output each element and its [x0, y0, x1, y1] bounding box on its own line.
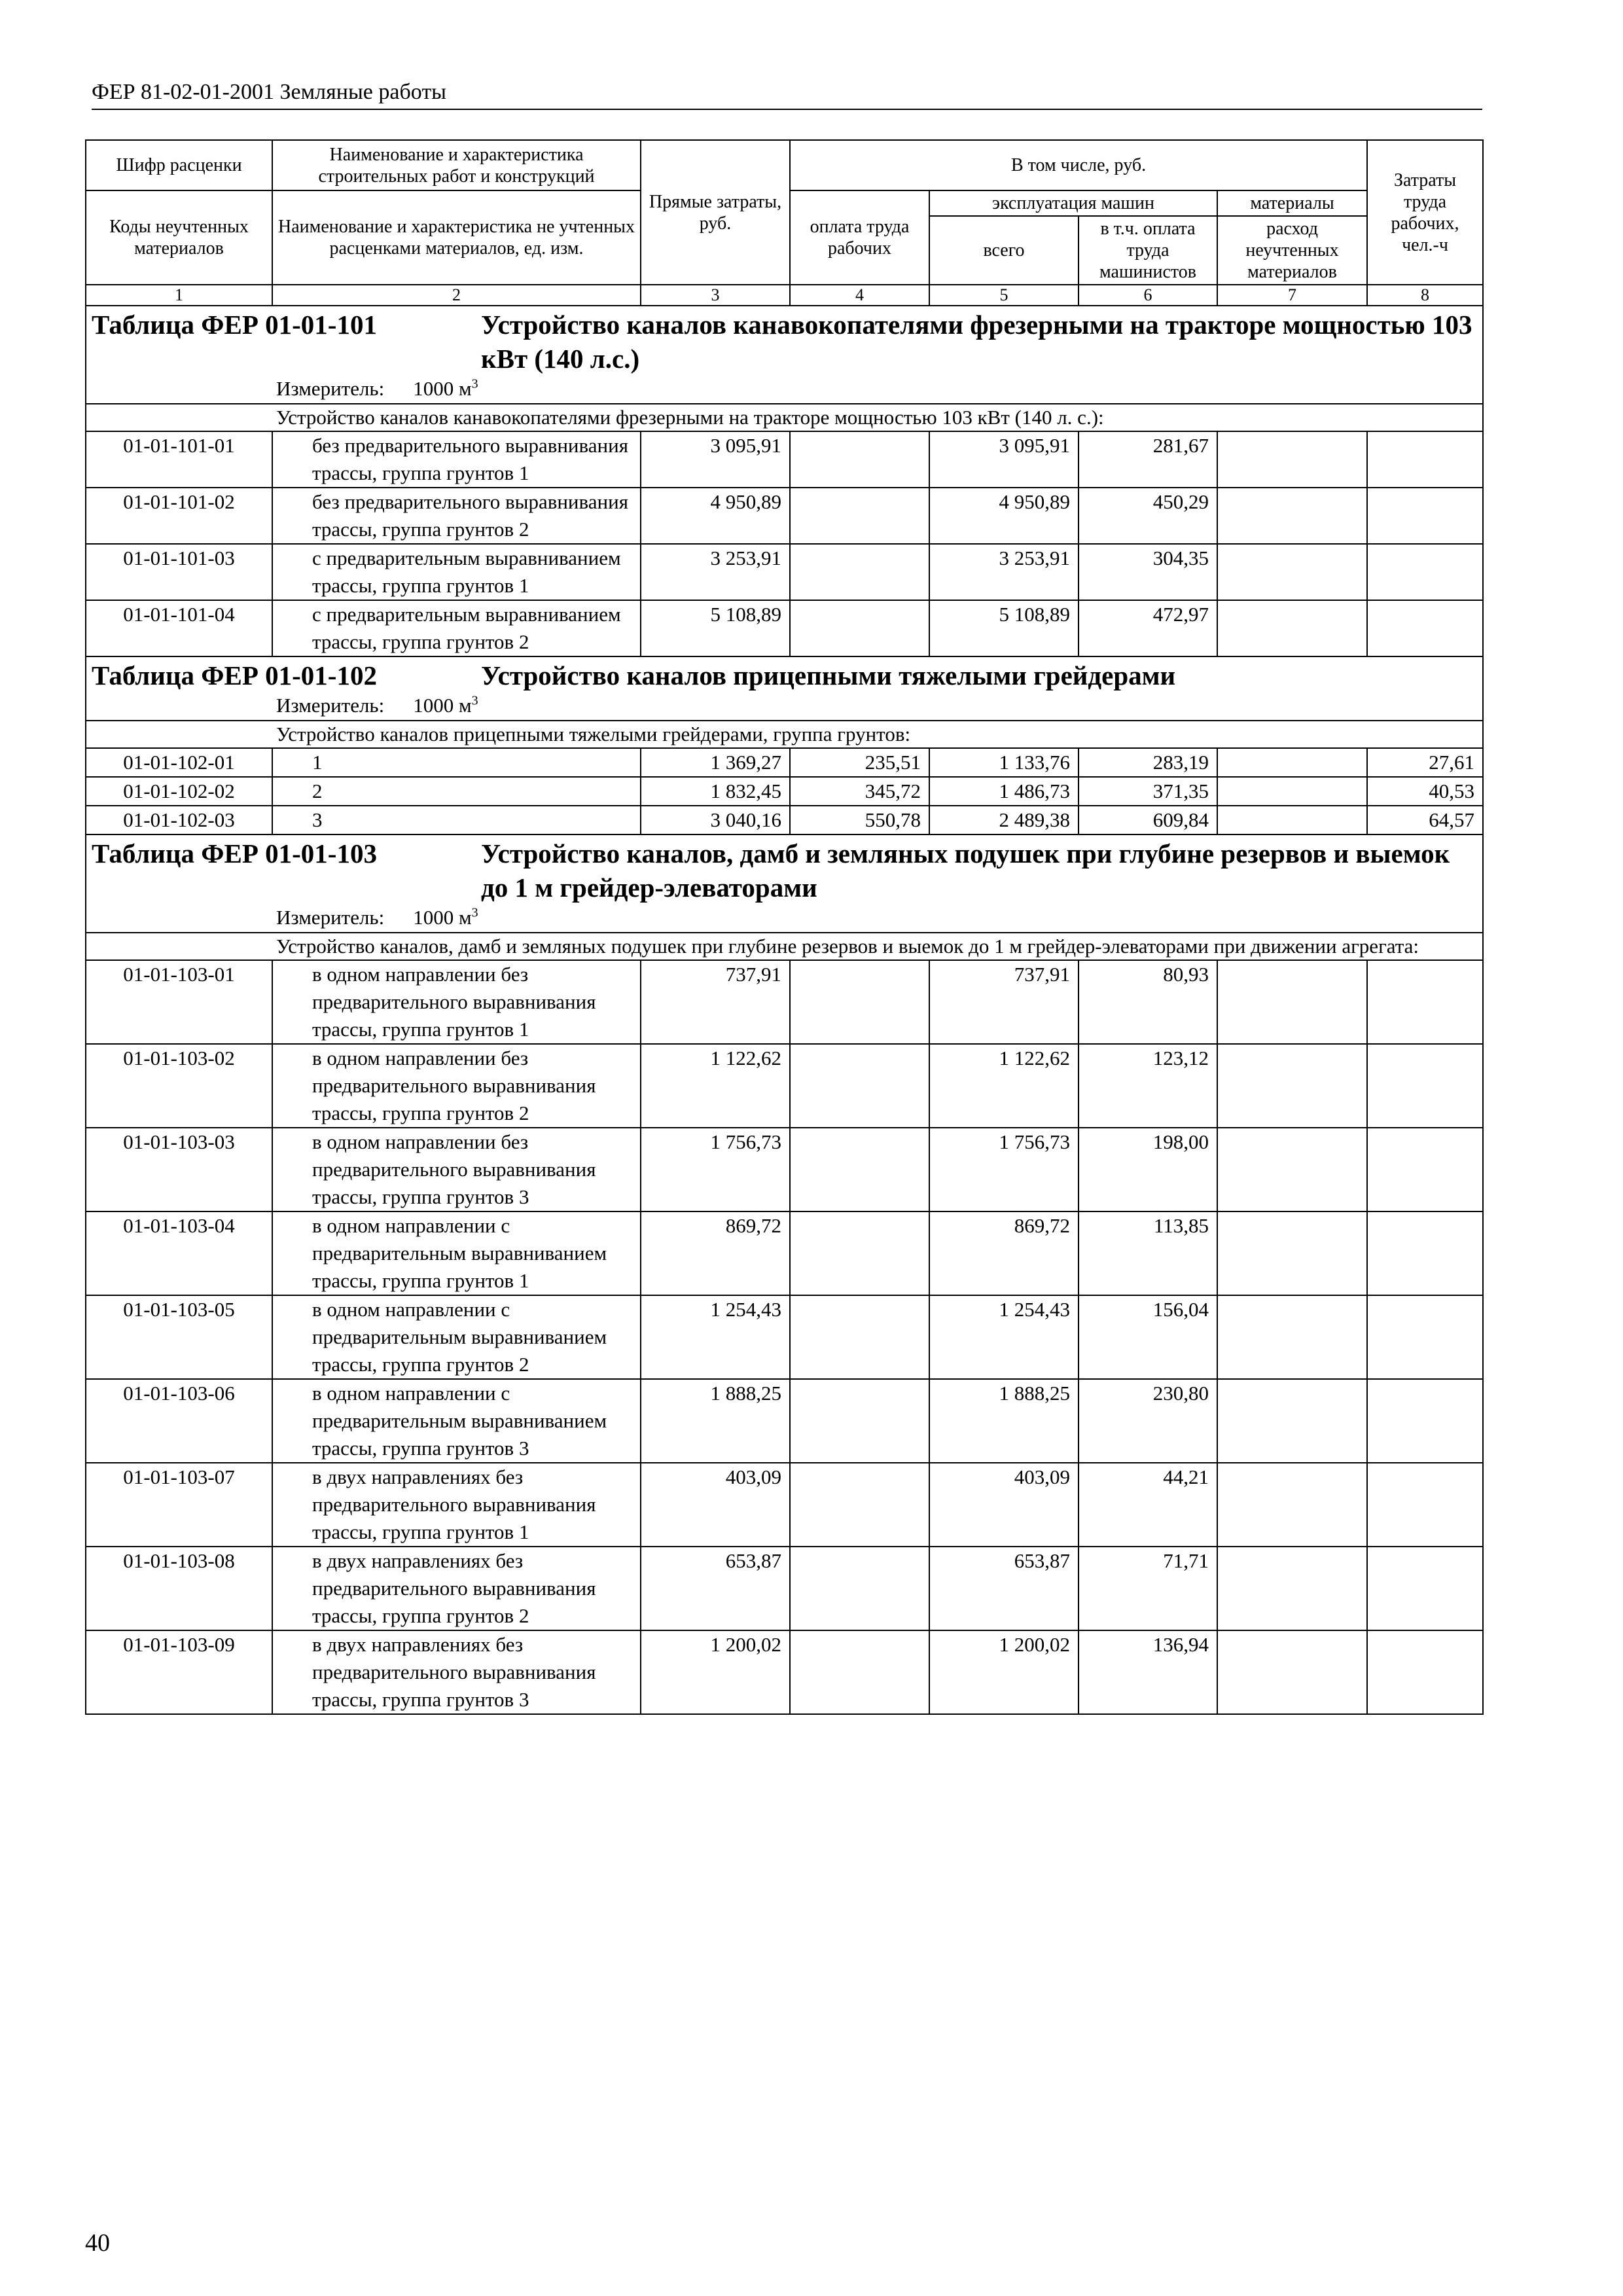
table-header: [86, 140, 1483, 306]
labor-cost: 64,57: [1367, 806, 1483, 834]
header-unaccounted-codes: Коды неучтенных материалов: [86, 190, 272, 285]
machines-total: 3 253,91: [929, 544, 1079, 600]
work-name: в одном направлении без предварительного выравнивания трассы, группа грунтов 1: [272, 960, 641, 1044]
labor-pay: [790, 1044, 929, 1128]
work-name: без предварительного выравнивания трассы, группа грунтов 1: [272, 431, 641, 488]
header-machines-total: всего: [929, 216, 1079, 285]
table-row: [86, 600, 1483, 656]
rate-code: 01-01-103-01: [86, 960, 272, 1044]
table-title: Устройство каналов канавокопателями фрезерными на тракторе мощностью 103 кВт (140 л.с.): [481, 310, 1472, 374]
direct-costs: 5 108,89: [641, 600, 790, 656]
table-row: [86, 1547, 1483, 1630]
header-unaccounted-names: Наименование и характеристика не учтенных расценками материалов, ед. изм.: [272, 190, 641, 285]
labor-pay: [790, 960, 929, 1044]
materials-consumption: [1217, 488, 1367, 544]
labor-cost: [1367, 1630, 1483, 1714]
table-row: [86, 777, 1483, 806]
column-number: 1: [86, 285, 272, 306]
table-label: Таблица ФЕР 01-01-102: [92, 660, 377, 691]
materials-consumption: [1217, 1547, 1367, 1630]
measure-cell: [86, 694, 1483, 721]
labor-pay: [790, 1547, 929, 1630]
intro-text: Устройство каналов прицепными тяжелыми грейдерами, группа грунтов:: [86, 721, 1483, 748]
direct-costs: 1 832,45: [641, 777, 790, 806]
work-name: 2: [272, 777, 641, 806]
materials-consumption: [1217, 600, 1367, 656]
rate-code: 01-01-101-03: [86, 544, 272, 600]
intro-row: [86, 933, 1483, 960]
header-name: Наименование и характеристика строительных работ и конструкций: [272, 140, 641, 190]
direct-costs: 1 888,25: [641, 1379, 790, 1463]
machinists-pay: 472,97: [1079, 600, 1217, 656]
labor-pay: [790, 1211, 929, 1295]
cubic-superscript: 3: [471, 376, 478, 391]
table-row: [86, 748, 1483, 777]
work-name: в двух направлениях без предварительного выравнивания трассы, группа грунтов 3: [272, 1630, 641, 1714]
work-name: 3: [272, 806, 641, 834]
labor-cost: 40,53: [1367, 777, 1483, 806]
machines-total: 1 756,73: [929, 1128, 1079, 1211]
rate-code: 01-01-103-08: [86, 1547, 272, 1630]
column-number: 8: [1367, 285, 1483, 306]
work-name: с предварительным выравниванием трассы, группа грунтов 2: [272, 600, 641, 656]
labor-cost: [1367, 1211, 1483, 1295]
machines-total: 1 122,62: [929, 1044, 1079, 1128]
materials-consumption: [1217, 1211, 1367, 1295]
machinists-pay: 44,21: [1079, 1463, 1217, 1547]
direct-costs: 1 756,73: [641, 1128, 790, 1211]
rate-code: 01-01-103-03: [86, 1128, 272, 1211]
work-name: без предварительного выравнивания трассы, группа грунтов 2: [272, 488, 641, 544]
machinists-pay: 156,04: [1079, 1295, 1217, 1379]
direct-costs: 1 122,62: [641, 1044, 790, 1128]
cubic-superscript: 3: [471, 693, 478, 708]
rate-code: 01-01-103-07: [86, 1463, 272, 1547]
labor-pay: [790, 488, 929, 544]
labor-cost: [1367, 1547, 1483, 1630]
section-heading-row: [86, 306, 1483, 377]
table-title: Устройство каналов, дамб и земляных подушек при глубине резервов и выемок до 1 м грейдер-элеваторами: [481, 838, 1450, 903]
table-title: Устройство каналов прицепными тяжелыми грейдерами: [481, 660, 1176, 691]
materials-consumption: [1217, 777, 1367, 806]
machinists-pay: 123,12: [1079, 1044, 1217, 1128]
machines-total: 1 133,76: [929, 748, 1079, 777]
section-heading: [86, 306, 1483, 377]
machines-total: 1 486,73: [929, 777, 1079, 806]
materials-consumption: [1217, 1463, 1367, 1547]
header-code: Шифр расценки: [86, 140, 272, 190]
header-labor-cost: Затраты труда рабочих, чел.-ч: [1367, 140, 1483, 285]
header-incl: В том числе, руб.: [790, 140, 1367, 190]
machinists-pay: 304,35: [1079, 544, 1217, 600]
intro-row: [86, 404, 1483, 431]
column-number: 3: [641, 285, 790, 306]
machines-total: 2 489,38: [929, 806, 1079, 834]
section-heading-row: [86, 656, 1483, 694]
labor-pay: [790, 600, 929, 656]
labor-pay: 345,72: [790, 777, 929, 806]
table-row: [86, 1379, 1483, 1463]
labor-pay: [790, 431, 929, 488]
table-row: [86, 488, 1483, 544]
direct-costs: 653,87: [641, 1547, 790, 1630]
measure-value: 1000 м: [413, 906, 472, 929]
machinists-pay: 80,93: [1079, 960, 1217, 1044]
labor-pay: [790, 1295, 929, 1379]
rate-code: 01-01-101-02: [86, 488, 272, 544]
rate-code: 01-01-101-01: [86, 431, 272, 488]
direct-costs: 4 950,89: [641, 488, 790, 544]
measure-cell: [86, 906, 1483, 933]
column-numbers-row: [86, 285, 1483, 306]
direct-costs: 869,72: [641, 1211, 790, 1295]
machinists-pay: 450,29: [1079, 488, 1217, 544]
intro-row: [86, 721, 1483, 748]
direct-costs: 403,09: [641, 1463, 790, 1547]
direct-costs: 3 040,16: [641, 806, 790, 834]
section-heading: [86, 834, 1483, 906]
page-number: 40: [85, 2229, 110, 2257]
materials-consumption: [1217, 1379, 1367, 1463]
machines-total: 869,72: [929, 1211, 1079, 1295]
direct-costs: 737,91: [641, 960, 790, 1044]
labor-pay: [790, 1128, 929, 1211]
column-number: 6: [1079, 285, 1217, 306]
column-number: 4: [790, 285, 929, 306]
labor-cost: [1367, 1295, 1483, 1379]
header-materials-consumption: расход неучтенных материалов: [1217, 216, 1367, 285]
labor-cost: [1367, 1379, 1483, 1463]
cubic-superscript: 3: [471, 905, 478, 920]
measure-label: Измеритель:: [276, 377, 385, 400]
labor-cost: [1367, 1463, 1483, 1547]
labor-pay: [790, 544, 929, 600]
header-materials: материалы: [1217, 190, 1367, 216]
machinists-pay: 371,35: [1079, 777, 1217, 806]
work-name: в двух направлениях без предварительного выравнивания трассы, группа грунтов 1: [272, 1463, 641, 1547]
section-heading: [86, 656, 1483, 694]
rates-table: [85, 139, 1484, 1715]
intro-text: Устройство каналов канавокопателями фрезерными на тракторе мощностью 103 кВт (140 л. с.):: [86, 404, 1483, 431]
machines-total: 653,87: [929, 1547, 1079, 1630]
column-number: 7: [1217, 285, 1367, 306]
measure-row: [86, 906, 1483, 933]
column-number: 2: [272, 285, 641, 306]
rate-code: 01-01-102-03: [86, 806, 272, 834]
table-row: [86, 1630, 1483, 1714]
labor-cost: [1367, 1128, 1483, 1211]
header-labor-pay: оплата труда рабочих: [790, 190, 929, 285]
table-row: [86, 1463, 1483, 1547]
measure-value: 1000 м: [413, 377, 472, 400]
rate-code: 01-01-103-02: [86, 1044, 272, 1128]
materials-consumption: [1217, 544, 1367, 600]
machines-total: 1 200,02: [929, 1630, 1079, 1714]
measure-label: Измеритель:: [276, 906, 385, 929]
direct-costs: 1 369,27: [641, 748, 790, 777]
labor-pay: 235,51: [790, 748, 929, 777]
column-number: 5: [929, 285, 1079, 306]
materials-consumption: [1217, 1630, 1367, 1714]
work-name: в одном направлении с предварительным выравниванием трассы, группа грунтов 2: [272, 1295, 641, 1379]
measure-cell: [86, 377, 1483, 404]
machinists-pay: 230,80: [1079, 1379, 1217, 1463]
work-name: в одном направлении без предварительного выравнивания трассы, группа грунтов 2: [272, 1044, 641, 1128]
materials-consumption: [1217, 960, 1367, 1044]
machinists-pay: 281,67: [1079, 431, 1217, 488]
rate-code: 01-01-102-02: [86, 777, 272, 806]
labor-pay: [790, 1630, 929, 1714]
work-name: в одном направлении без предварительного выравнивания трассы, группа грунтов 3: [272, 1128, 641, 1211]
section-heading-row: [86, 834, 1483, 906]
materials-consumption: [1217, 1295, 1367, 1379]
measure-row: [86, 694, 1483, 721]
labor-cost: [1367, 1044, 1483, 1128]
measure-value: 1000 м: [413, 694, 472, 717]
measure-row: [86, 377, 1483, 404]
materials-consumption: [1217, 431, 1367, 488]
rate-code: 01-01-101-04: [86, 600, 272, 656]
machines-total: 3 095,91: [929, 431, 1079, 488]
running-header: ФЕР 81-02-01-2001 Земляные работы: [92, 79, 1482, 110]
machines-total: 4 950,89: [929, 488, 1079, 544]
labor-cost: 27,61: [1367, 748, 1483, 777]
machinists-pay: 71,71: [1079, 1547, 1217, 1630]
machinists-pay: 113,85: [1079, 1211, 1217, 1295]
table-row: [86, 431, 1483, 488]
materials-consumption: [1217, 748, 1367, 777]
table-row: [86, 1044, 1483, 1128]
table-row: [86, 544, 1483, 600]
labor-cost: [1367, 600, 1483, 656]
rate-code: 01-01-103-05: [86, 1295, 272, 1379]
direct-costs: 3 095,91: [641, 431, 790, 488]
table-row: [86, 960, 1483, 1044]
work-name: в одном направлении с предварительным выравниванием трассы, группа грунтов 3: [272, 1379, 641, 1463]
table-row: [86, 1295, 1483, 1379]
header-direct-costs: Прямые затраты, руб.: [641, 140, 790, 285]
machines-total: 1 888,25: [929, 1379, 1079, 1463]
machinists-pay: 609,84: [1079, 806, 1217, 834]
rate-code: 01-01-103-06: [86, 1379, 272, 1463]
labor-cost: [1367, 431, 1483, 488]
rate-code: 01-01-103-09: [86, 1630, 272, 1714]
header-machinists-pay: в т.ч. оплата труда машинистов: [1079, 216, 1217, 285]
machines-total: 1 254,43: [929, 1295, 1079, 1379]
labor-cost: [1367, 544, 1483, 600]
work-name: с предварительным выравниванием трассы, группа грунтов 1: [272, 544, 641, 600]
machines-total: 403,09: [929, 1463, 1079, 1547]
intro-text: Устройство каналов, дамб и земляных подушек при глубине резервов и выемок до 1 м грейдер-элеваторами при движении агрегата:: [86, 933, 1483, 960]
rate-code: 01-01-102-01: [86, 748, 272, 777]
labor-pay: [790, 1379, 929, 1463]
table-row: [86, 1128, 1483, 1211]
materials-consumption: [1217, 806, 1367, 834]
machines-total: 5 108,89: [929, 600, 1079, 656]
rate-code: 01-01-103-04: [86, 1211, 272, 1295]
direct-costs: 1 200,02: [641, 1630, 790, 1714]
table-row: [86, 806, 1483, 834]
work-name: 1: [272, 748, 641, 777]
materials-consumption: [1217, 1044, 1367, 1128]
machinists-pay: 136,94: [1079, 1630, 1217, 1714]
table-label: Таблица ФЕР 01-01-101: [92, 310, 377, 340]
machinists-pay: 198,00: [1079, 1128, 1217, 1211]
machines-total: 737,91: [929, 960, 1079, 1044]
header-machines: эксплуатация машин: [929, 190, 1217, 216]
measure-label: Измеритель:: [276, 694, 385, 717]
labor-cost: [1367, 488, 1483, 544]
labor-cost: [1367, 960, 1483, 1044]
materials-consumption: [1217, 1128, 1367, 1211]
table-body: [86, 306, 1483, 1714]
table-row: [86, 1211, 1483, 1295]
work-name: в двух направлениях без предварительного выравнивания трассы, группа грунтов 2: [272, 1547, 641, 1630]
table-label: Таблица ФЕР 01-01-103: [92, 838, 377, 869]
direct-costs: 3 253,91: [641, 544, 790, 600]
labor-pay: 550,78: [790, 806, 929, 834]
work-name: в одном направлении с предварительным выравниванием трассы, группа грунтов 1: [272, 1211, 641, 1295]
labor-pay: [790, 1463, 929, 1547]
direct-costs: 1 254,43: [641, 1295, 790, 1379]
machinists-pay: 283,19: [1079, 748, 1217, 777]
